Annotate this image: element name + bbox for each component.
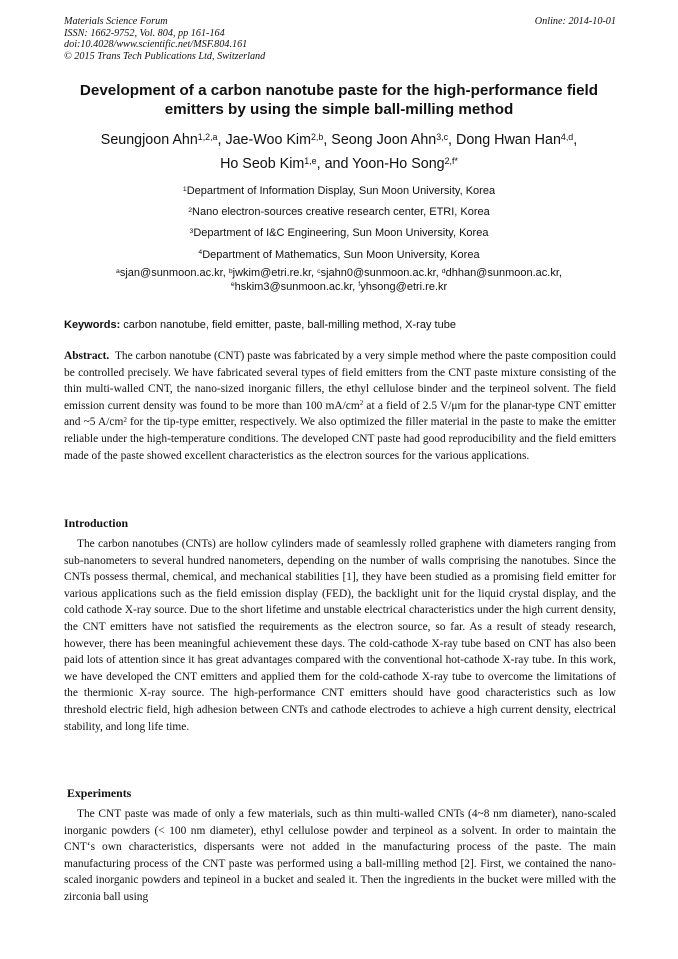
affiliation-number: 1 (182, 185, 187, 193)
author-list (40, 128, 638, 176)
abstract-superscript: 2 (359, 399, 364, 408)
author-separator: , (448, 132, 456, 148)
affiliation (40, 202, 638, 223)
experiments-paragraph: The CNT paste was made of only a few materials, such as thin multi-walled CNTs (4~8 nm diameter), nano-scaled inorganic powders (< 100 nm diameter), ethyl cellulose powder and terpineol as a solvent. In order to maintain the CNT‘s own characteristics, dispersants were not added in the manufacturing process of the paste. The main manufacturing process of the CNT paste was performed using a ball-milling method [2]. First, we contained the nano-scaled inorganic powders and tepineol in a bucket and sealed it. Then the ingredients in the bucket were milled with the zirconia ball using (64, 808, 616, 903)
email-sup: b (228, 267, 233, 275)
affiliation-text: Department of I&C Engineering, Sun Moon University, Korea (193, 227, 489, 240)
introduction-heading: Introduction (64, 516, 129, 530)
affiliation-text: Nano electron-sources creative research center, ETRI, Korea (192, 206, 490, 219)
author-name: Seong Joon Ahn (331, 132, 437, 148)
author-name: Dong Hwan Han (456, 132, 561, 148)
journal-issn: ISSN: 1662-9752, Vol. 804, pp 161-164 (64, 27, 225, 39)
author-name: Seungjoon Ahn (100, 132, 198, 148)
author-affil-sup: 2,f* (444, 155, 458, 166)
author-separator: , (323, 132, 332, 148)
author-affil-sup: 1,e (304, 155, 317, 166)
keywords (64, 318, 616, 332)
journal-name: Materials Science Forum (64, 16, 168, 27)
journal-doi: doi:10.4028/www.scientific.net/MSF.804.161 (64, 39, 248, 51)
author (331, 132, 448, 148)
email-line (40, 281, 638, 295)
email-address[interactable]: dhhan@sunmoon.ac.kr, (445, 267, 562, 279)
affiliation (40, 223, 638, 244)
keywords-label: Keywords: (64, 319, 121, 331)
affiliation (40, 245, 638, 266)
email-address[interactable]: sjahn0@sunmoon.ac.kr, (320, 267, 442, 279)
journal-header (64, 16, 616, 62)
author (352, 156, 458, 172)
author (101, 132, 218, 148)
email-sup: a (116, 267, 120, 275)
author-line (40, 152, 638, 176)
email-sup: d (441, 267, 446, 275)
email-sup: c (317, 267, 321, 275)
email-address[interactable]: yhsong@etri.re.kr (360, 280, 448, 293)
journal-copyright: © 2015 Trans Tech Publications Ltd, Switzerland (64, 50, 266, 62)
author-separator: , and (316, 156, 353, 172)
author-line (40, 128, 638, 152)
author-affil-sup: 4,d (560, 131, 574, 142)
abstract-text: for the tip-type emitter, respectively. We also optimized the filler material in the paste to make the emitter reliable under the high-temperature conditions. The developed CNT paste had good reproducibility and the field emitters made of the paste showed excellent characteristics as the electron sources for the various applications. (64, 416, 616, 462)
email-address[interactable]: sjan@sunmoon.ac.kr, (119, 267, 229, 279)
author (220, 156, 317, 172)
experiments-heading: Experiments (67, 786, 132, 800)
email-line (40, 267, 638, 281)
author (456, 132, 573, 148)
email-list (40, 267, 638, 294)
author (225, 132, 323, 148)
author-affil-sup: 3,c (436, 131, 449, 142)
online-date: Online: 2014-10-01 (534, 16, 616, 27)
author-separator: , (573, 132, 578, 148)
affiliation-number: 4 (198, 249, 203, 257)
author-name: Yoon-Ho Song (352, 156, 445, 172)
paper-title (40, 81, 638, 119)
abstract-superscript: 2 (123, 415, 127, 424)
abstract-text: The carbon nanotube (CNT) paste was fabricated by a very simple method where the paste composition could be controlled precisely. We have fabricated several types of field emitters from the CNT paste mixture consisting of the thin multi-walled CNT, the nano-sized inorganic fillers, the ethyl cellulose binder and the terpineol solvent. The field emission current density was found to be more than 100 mA/cm (64, 350, 616, 412)
affiliation-text: Department of Information Display, Sun Moon University, Korea (186, 185, 496, 197)
keywords-text: carbon nanotube, field emitter, paste, ball-milling method, X-ray tube (120, 319, 456, 331)
abstract (64, 348, 616, 464)
title-line: Development of a carbon nanotube paste for the high-performance field (79, 82, 599, 99)
email-address[interactable]: jwkim@etri.re.kr, (232, 267, 318, 279)
author-separator: , (217, 132, 226, 148)
affiliation (40, 181, 638, 202)
affiliation-number: 3 (189, 228, 194, 235)
author-name: Jae-Woo Kim (225, 132, 311, 148)
title-line: emitters by using the simple ball-milling method (164, 101, 514, 118)
author-name: Ho Seob Kim (220, 156, 305, 172)
email-sup: f (358, 281, 361, 289)
introduction-paragraph: The carbon nanotubes (CNTs) are hollow cylinders made of seamlessly rolled graphene with diameters ranging from sub-nanometers to several hundred nanometers, depending on the number of walls comprising the nanotubes. Since the CNTs possess thermal, chemical, and mechanical stabilities [1], they have been studied as a promising field emitter for various applications such as the field emission display (FED), the backlight unit for the liquid crystal display, and the cold cathode X-ray source. Due to the short lifetime and unstable electrical characteristics under the high current density, the CNT emitters have not satisfied the requirements as the electron source, so far. As a result of steady research, however, there has been meaningful achievement these days. The cold-cathode X-ray tube based on CNT has also been paid lots of attention since it has great advantages compared with the conventional hot-cathode X-ray tube. In this work, we have developed the CNT emitters and applied them for the cold-cathode X-ray tube to overcome the limitations of the thermionic X-ray source. The high-performance CNT emitters should have good characteristics such as low threshold electric field, high adhesion between CNTs and cathode electrodes to achieve a high current density, electrical stability, and long life time. (64, 538, 616, 733)
affiliation-list (40, 181, 638, 266)
header-left (64, 16, 616, 62)
abstract-label: Abstract. (64, 350, 110, 362)
author-affil-sup: 1,2,a (197, 131, 218, 142)
email-sup: e (230, 281, 235, 289)
abstract-text: at a field of 2.5 V/μm for the planar-type CNT emitter and ~5 A/cm (64, 399, 616, 429)
author-affil-sup: 2,b (311, 131, 324, 142)
affiliation-number: 2 (188, 206, 193, 214)
affiliation-text: Department of Mathematics, Sun Moon University, Korea (202, 248, 480, 261)
email-address[interactable]: hskim3@sunmoon.ac.kr, (234, 280, 359, 293)
